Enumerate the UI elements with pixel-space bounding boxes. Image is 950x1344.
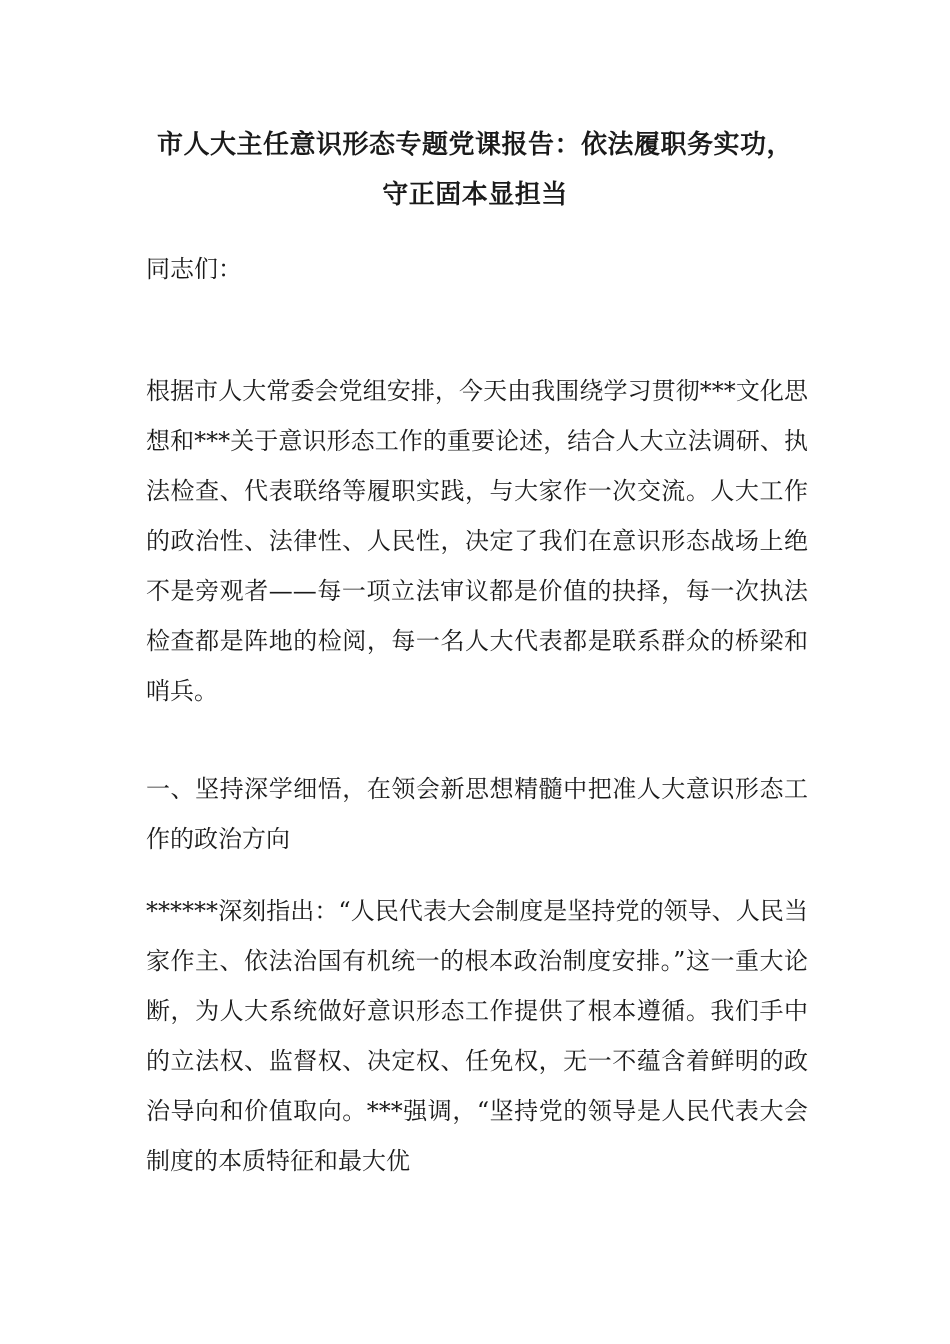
title-line-2: 守正固本显担当	[382, 180, 568, 210]
intro-paragraph: 根据市人大常委会党组安排，今天由我围绕学习贯彻***文化思想和***关于意识形态工作的重要论述，结合人大立法调研、执法检查、代表联络等履职实践，与大家作一次交流。人大工作的政治性、法律性、人民性，决定了我们在意识形态战场上绝不是旁观者——每一项立法审议都是价值的抉择，每一次执法检查都是阵地的检阅，每一名人大代表都是联系群众的桥梁和哨兵。	[146, 377, 808, 705]
section-heading-1: 一、坚持深学细悟，在领会新思想精髓中把准人大意识形态工作的政治方向	[146, 775, 808, 853]
salutation: 同志们：	[146, 255, 242, 283]
title-line-1: 市人大主任意识形态专题党课报告：依法履职务实功，	[156, 130, 793, 160]
section-1-paragraph: ******深刻指出：“人民代表大会制度是坚持党的领导、人民当家作主、依法治国有机统一的根本政治制度安排。”这一重大论断，为人大系统做好意识形态工作提供了根本遵循。我们手中的立法权、监督权、决定权、任免权，无一不蕴含着鲜明的政治导向和价值取向。***强调，“坚持党的领导是人民代表大会制度的本质特征和最大优	[146, 897, 808, 1175]
document-title	[130, 120, 820, 220]
